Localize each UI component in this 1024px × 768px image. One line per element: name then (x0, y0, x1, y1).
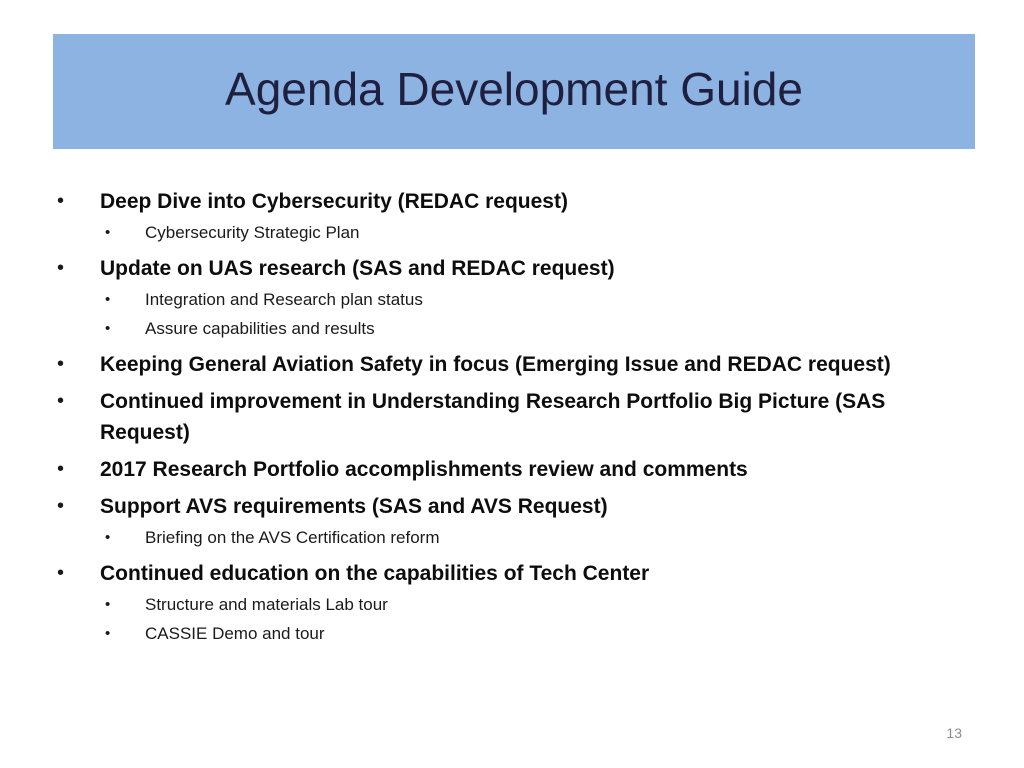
bullet-icon: • (57, 562, 65, 584)
sub-item (100, 619, 957, 648)
bullet-icon: • (105, 625, 111, 642)
agenda-item-label: Keeping General Aviation Safety in focus (Emerging Issue and REDAC request) (100, 353, 891, 376)
sub-item (100, 218, 957, 247)
agenda-item (57, 386, 957, 448)
agenda-item (57, 558, 957, 648)
sub-item-label: Briefing on the AVS Certification reform (145, 528, 440, 547)
agenda-item-label: Continued improvement in Understanding Research Portfolio Big Picture (SAS Request) (100, 390, 886, 444)
agenda-item (57, 491, 957, 552)
sub-item-label: Integration and Research plan status (145, 290, 423, 309)
agenda-item-label: Continued education on the capabilities of Tech Center (100, 562, 650, 585)
page-number: 13 (946, 725, 962, 741)
sub-item (100, 285, 957, 314)
agenda-list (57, 186, 957, 652)
bullet-icon: • (105, 224, 111, 241)
sub-list (100, 285, 957, 343)
bullet-icon: • (57, 458, 65, 480)
sub-item (100, 590, 957, 619)
agenda-item (57, 454, 957, 485)
sub-list (100, 590, 957, 648)
sub-list (100, 523, 957, 552)
bullet-icon: • (57, 495, 65, 517)
sub-list (100, 218, 957, 247)
sub-item (100, 523, 957, 552)
sub-item-label: Assure capabilities and results (145, 319, 375, 338)
sub-item-label: Structure and materials Lab tour (145, 595, 388, 614)
agenda-item-label: 2017 Research Portfolio accomplishments review and comments (100, 458, 748, 481)
agenda-item-label: Update on UAS research (SAS and REDAC request) (100, 257, 615, 280)
title-bar (53, 34, 975, 149)
slide-title: Agenda Development Guide (225, 62, 803, 115)
bullet-icon: • (105, 529, 111, 546)
agenda-item (57, 253, 957, 343)
agenda-item-label: Deep Dive into Cybersecurity (REDAC request) (100, 190, 568, 213)
bullet-icon: • (57, 190, 65, 212)
bullet-icon: • (105, 320, 111, 337)
bullet-icon: • (57, 257, 65, 279)
sub-item (100, 314, 957, 343)
agenda-item (57, 349, 957, 380)
bullet-icon: • (57, 390, 65, 412)
agenda-item (57, 186, 957, 247)
sub-item-label: Cybersecurity Strategic Plan (145, 223, 360, 242)
bullet-icon: • (105, 596, 111, 613)
bullet-icon: • (57, 353, 65, 375)
sub-item-label: CASSIE Demo and tour (145, 624, 325, 643)
bullet-icon: • (105, 291, 111, 308)
agenda-item-label: Support AVS requirements (SAS and AVS Request) (100, 495, 608, 518)
